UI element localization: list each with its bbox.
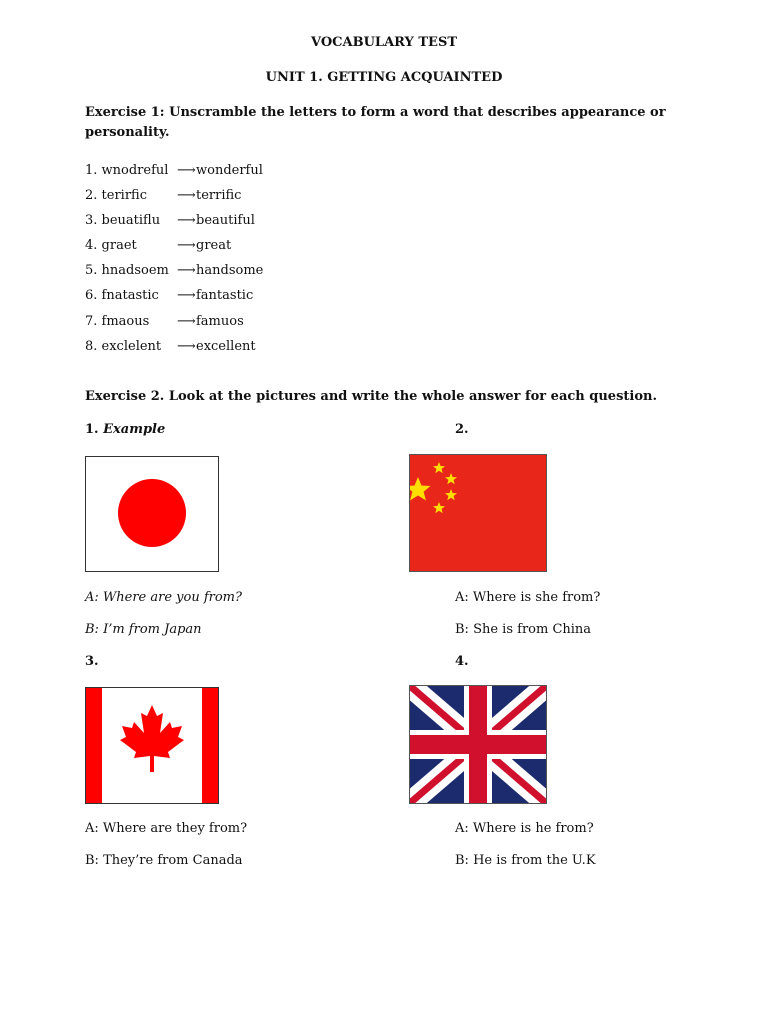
answer-text: B: They’re from Canada xyxy=(85,853,243,868)
answer-word: handsome xyxy=(196,263,264,278)
arrow-icon: ⟶ xyxy=(177,339,196,354)
scrambled-word: 5. hnadsoem xyxy=(85,263,169,278)
japan-sun xyxy=(118,479,186,547)
exercise1-instruction: Exercise 1: Unscramble the letters to form a word that describes appearance or xyxy=(85,105,666,120)
unit-title: UNIT 1. GETTING ACQUAINTED xyxy=(265,70,503,85)
item-number: 4. xyxy=(455,654,469,669)
exercise2-instruction: Exercise 2. Look at the pictures and write the whole answer for each question. xyxy=(85,389,657,404)
page-title: VOCABULARY TEST xyxy=(310,35,458,50)
item-number: 3. xyxy=(85,654,99,669)
question-text: A: Where are you from? xyxy=(85,590,242,605)
scrambled-word: 1. wnodreful xyxy=(85,163,169,178)
answer-word: terrific xyxy=(196,188,242,203)
answer-word: famuos xyxy=(196,314,244,329)
answer-text: B: He is from the U.K xyxy=(455,853,596,868)
arrow-icon: ⟶ xyxy=(177,263,196,278)
item-number: 2. xyxy=(455,422,469,437)
arrow-icon: ⟶ xyxy=(177,314,196,329)
scrambled-word: 6. fnatastic xyxy=(85,288,159,303)
arrow-icon: ⟶ xyxy=(177,163,196,178)
answer-word: beautiful xyxy=(196,213,255,228)
answer-word: excellent xyxy=(196,339,256,354)
answer-text: B: She is from China xyxy=(455,622,592,637)
scrambled-word: 2. terirfic xyxy=(85,188,147,203)
question-text: A: Where are they from? xyxy=(85,821,248,836)
answer-word: great xyxy=(196,238,232,253)
china-flag xyxy=(409,454,547,572)
arrow-icon: ⟶ xyxy=(177,188,196,203)
item-number xyxy=(85,422,165,437)
question-text: A: Where is she from? xyxy=(455,590,601,605)
scrambled-word: 3. beuatiflu xyxy=(85,213,161,228)
item-number-text: 1. xyxy=(85,422,99,437)
japan-flag xyxy=(85,456,219,572)
answer-word: wonderful xyxy=(196,163,263,178)
answer-text: B: I’m from Japan xyxy=(85,622,202,637)
arrow-icon: ⟶ xyxy=(177,213,196,228)
answer-word: fantastic xyxy=(196,288,254,303)
scrambled-word: 4. graet xyxy=(85,238,137,253)
arrow-icon: ⟶ xyxy=(177,238,196,253)
scrambled-word: 8. exclelent xyxy=(85,339,162,354)
exercise1-instruction-cont: personality. xyxy=(85,125,170,140)
uk-flag xyxy=(409,685,547,804)
question-text: A: Where is he from? xyxy=(455,821,594,836)
example-label: Example xyxy=(103,422,166,437)
scrambled-word: 7. fmaous xyxy=(85,314,150,329)
arrow-icon: ⟶ xyxy=(177,288,196,303)
canada-flag xyxy=(85,687,219,804)
